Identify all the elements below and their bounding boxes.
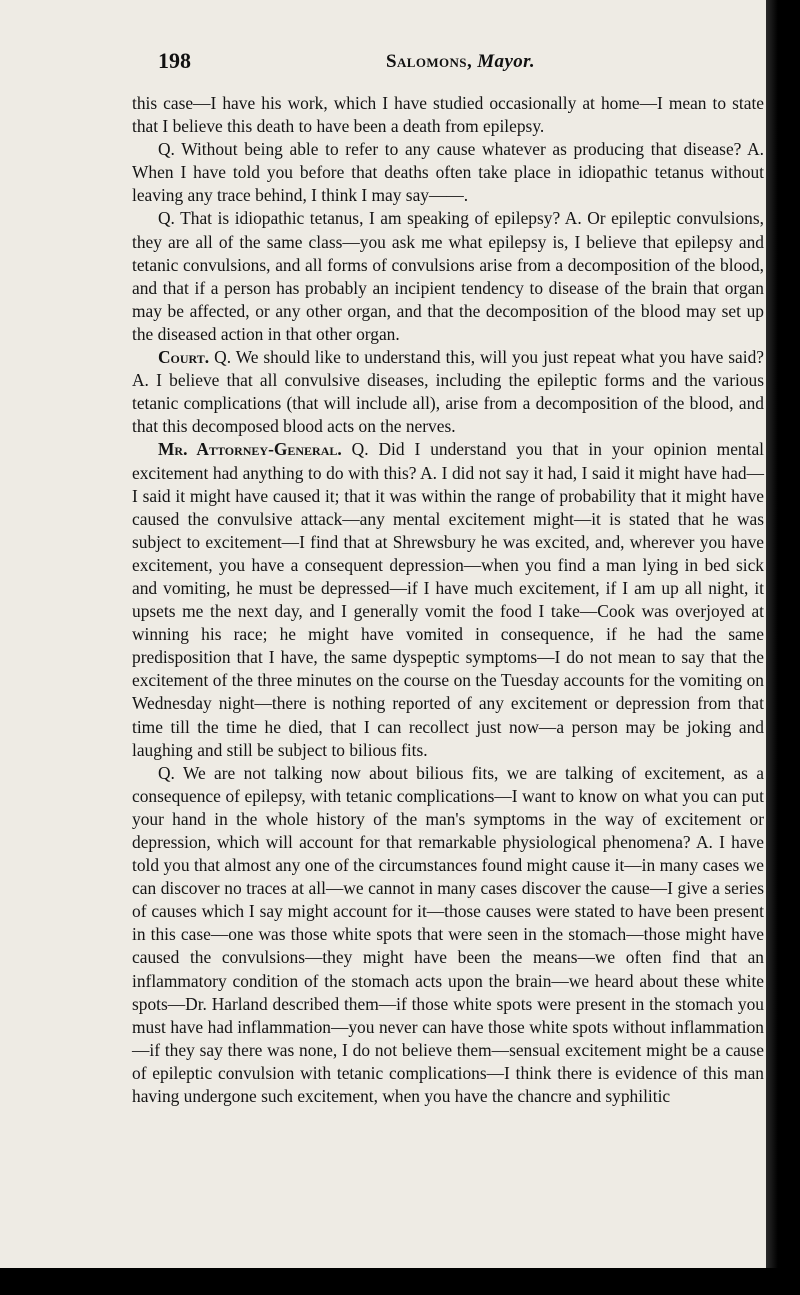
paragraph-text: Q. We are not talking now about bilious fits, we are talking of excitement, as a consequence of epilepsy, with tetanic complications—I want to know on what you can put your hand in the whole history of the man's symptoms in the way of excitement or depression, which will account for that remarkable physiological phenomena? A. I have told you that almost any one of the circumstances found might cause it—in many cases we can discover no traces at all—we cannot in many cases discover the cause—I give a series of causes which I say might account for it—those causes were stated to have been present in this case—one was those white spots that were seen in the stomach—those might have caused the convulsions—they might have been the means—we often find that an inflammatory condition of the stomach acts upon the brain—we heard about these white spots—Dr. Harland described them—if those white spots were present in the stomach you must have had inflammation—you never can have those white spots without inflammation—if they say there was none, I do not believe them—sensual excitement might be a cause of epileptic convulsion with tetanic complications—I think there is evidence of this man having undergone such excitement, when you have the chancre and syphilitic xyxy=(132,762,764,1107)
paragraph-text: Q. Without being able to refer to any cause whatever as producing that disease? A. When I have told you before that deaths often take place in idiopathic tetanus without leaving any trace behind, I think I may say——. xyxy=(132,139,764,206)
paragraph-text: this case—I have his work, which I have studied occasionally at home—I mean to state that I believe this death to have been a death from epilepsy. xyxy=(132,93,764,137)
paragraph xyxy=(132,438,764,761)
paragraph xyxy=(132,92,764,138)
paragraph xyxy=(132,762,764,1108)
page-header xyxy=(158,48,753,80)
paragraph xyxy=(132,346,764,438)
paragraph-text: Q. We should like to understand this, will you just repeat what you have said? A. I believe that all convulsive diseases, including the epileptic forms and the various tetanic complications (that will include all), arise from a decomposition of the blood, and that this decomposed blood acts on the nerves. xyxy=(132,347,765,437)
speaker-label: Court. xyxy=(158,347,210,368)
body-text xyxy=(132,92,764,1108)
paragraph-text: Q. That is idiopathic tetanus, I am speaking of epilepsy? A. Or epileptic convulsions, they are all of the same class—you ask me what epilepsy is, I believe that epilepsy and tetanic convulsions, and all forms of convulsions arise from a decomposition of the blood, and that if a person has probably an incipient tendency to disease of the brain that organ may be affected, or any other organ, and that the decomposition of the blood may set up the diseased action in that other organ. xyxy=(132,208,764,344)
book-binding-shadow xyxy=(766,0,800,1295)
paragraph xyxy=(132,138,764,207)
speaker-label: Mr. Attorney-General. xyxy=(158,439,342,460)
paragraph xyxy=(132,207,764,346)
running-head xyxy=(386,51,535,73)
scan-bottom-edge xyxy=(0,1268,800,1295)
running-head-title: Mayor. xyxy=(477,51,536,72)
page-number: 198 xyxy=(158,48,191,73)
paragraph-text: Q. Did I understand you that in your opinion mental excitement had anything to do with this? A. I did not say it had, I said it might have had—I said it might have caused it; that it was within the range of probability that it might have caused the convulsive attack—any mental excitement might—it is stated that he was subject to excitement—I find that at Shrewsbury he was excited, and, wherever you have excitement, you have a consequent depression—when you find a man lying in bed sick and vomiting, he must be depressed—if I have much excitement, if I am up all night, it upsets me the next day, and I generally vomit the food I take—Cook was overjoyed at winning his race; he might have vomited in consequence, if he had the same predisposition that I have, the same dyspeptic symptoms—I do not mean to say that the excitement of the three minutes on the course on the Tuesday accounts for the vomiting on Wednesday night—there is nothing reported of any excitement or depression from that time till the time he died, that I can recollect just now—a person may be joking and laughing and still be subject to bilious fits. xyxy=(132,439,764,760)
running-head-name: Salomons, xyxy=(386,51,473,72)
